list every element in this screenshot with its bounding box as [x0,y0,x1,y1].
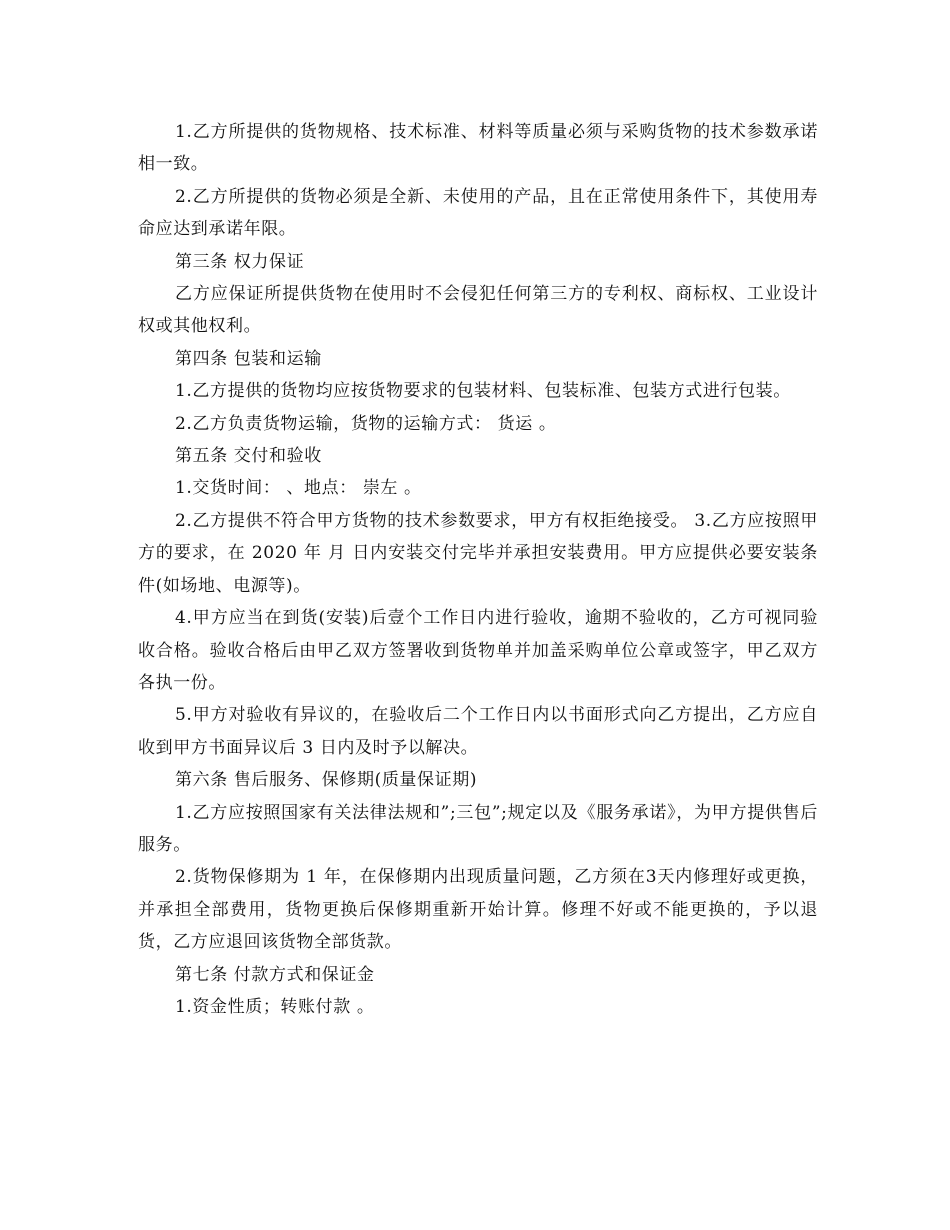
clause-warranty: 2.货物保修期为 1 年，在保修期内出现质量问题，乙方须在3天内修理好或更换，并承担全部费用，货物更换后保修期重新开始计算。修理不好或不能更换的，予以退货，乙方应退回该货物全部货款。 [138,867,818,953]
article-5-heading: 第五条 交付和验收 [175,446,322,467]
article-4-heading: 第四条 包装和运输 [175,348,322,369]
clause-new-product: 2.乙方所提供的货物必须是全新、未使用的产品，且在正常使用条件下，其使用寿命应达到承诺年限。 [138,186,818,240]
clause-rights-guarantee: 乙方应保证所提供货物在使用时不会侵犯任何第三方的专利权、商标权、工业设计权或其他权利。 [138,284,818,337]
clause-reject-installation: 2.乙方提供不符合甲方货物的技术参数要求，甲方有权拒绝接受。 3.乙方应按照甲方的要求，在 2020 年 月 日内安装交付完毕并承担安装费用。甲方应提供必要安装条件(如场地、电源等)。 [138,510,818,596]
article-6-heading: 第六条 售后服务、保修期(质量保证期) [175,770,478,791]
article-3-heading: 第三条 权力保证 [175,251,305,272]
clause-packaging: 1.乙方提供的货物均应按货物要求的包装材料、包装标准、包装方式进行包装。 [175,381,791,402]
clause-acceptance-objection: 5.甲方对验收有异议的，在验收后二个工作日内以书面形式向乙方提出，乙方应自收到甲方书面异议后 3 日内及时予以解决。 [138,705,818,758]
clause-after-sales: 1.乙方应按照国家有关法律法规和”;三包”;规定以及《服务承诺》，为甲方提供售后服务。 [138,802,818,855]
clause-acceptance-check: 4.甲方应当在到货(安装)后壹个工作日内进行验收，逾期不验收的，乙方可视同验收合格。验收合格后由甲乙双方签署收到货物单并加盖采购单位公章或签字，甲乙双方各执一份。 [138,608,818,693]
article-7-heading: 第七条 付款方式和保证金 [175,964,375,985]
clause-delivery-time-place: 1.交货时间： 、地点： 崇左 。 [175,478,422,499]
clause-quality-spec: 1.乙方所提供的货物规格、技术标准、材料等质量必须与采购货物的技术参数承诺相一致。 [138,122,818,175]
contract-body [138,116,818,1023]
clause-transport: 2.乙方负责货物运输，货物的运输方式： 货运 。 [175,413,557,434]
clause-payment-method: 1.资金性质；转账付款 。 [175,996,375,1017]
